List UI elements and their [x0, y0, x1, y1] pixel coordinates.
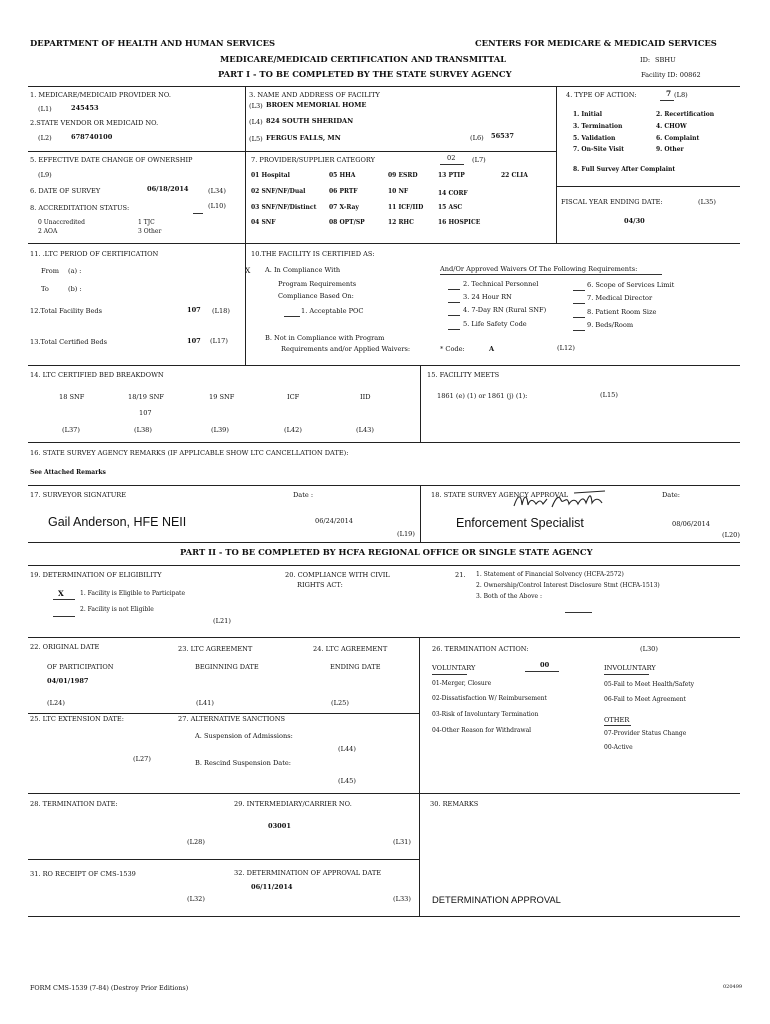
f20-label-2: RIGHTS ACT: — [297, 581, 343, 589]
cat-14: 14 CORF — [438, 190, 468, 197]
f3-l5: (L5) — [249, 135, 263, 143]
f19-opt2-blank — [53, 616, 75, 617]
cat-10: 10 NF — [388, 188, 409, 195]
total-facility-beds: 107 — [187, 306, 201, 314]
waiver-3: 3. 24 Hour RN — [463, 293, 512, 301]
cat-09: 09 ESRD — [388, 172, 418, 179]
f6-label: 6. DATE OF SURVEY — [30, 187, 101, 195]
rule-row7 — [28, 542, 740, 543]
f24-sub: ENDING DATE — [330, 663, 381, 671]
vline-f — [419, 637, 420, 916]
eligible-x-mark: X — [58, 589, 64, 598]
vline-e — [420, 485, 421, 542]
f23-label: 23. LTC AGREEMENT — [178, 645, 253, 653]
vendor-number: 678740100 — [71, 133, 113, 141]
f8-opt-2: 2 AOA — [38, 228, 58, 235]
f27-code-44: (L44) — [338, 745, 356, 753]
f26-label: 26. TERMINATION ACTION: — [432, 645, 529, 653]
bed-code-l42: (L42) — [284, 426, 302, 434]
f27-code-45: (L45) — [338, 777, 356, 785]
bed-code-l38: (L38) — [134, 426, 152, 434]
f4-opt-7: 7. On-Site Visit — [573, 146, 624, 153]
bed-col-icf: ICF — [287, 393, 300, 401]
department-heading: DEPARTMENT OF HEALTH AND HUMAN SERVICES — [30, 38, 276, 48]
rule-row6 — [28, 485, 740, 486]
waivers-title-underline — [440, 274, 662, 275]
id-label: ID: — [640, 56, 651, 64]
f30-label: 30. REMARKS — [430, 800, 479, 808]
involuntary-label: INVOLUNTARY — [604, 664, 656, 672]
rule-top — [28, 86, 740, 87]
f29-code: (L31) — [393, 838, 411, 846]
f7-underline — [440, 164, 464, 165]
f10-b2: Requirements and/or Applied Waivers: — [281, 345, 411, 353]
f26-code: (L30) — [640, 645, 658, 653]
voluntary-underline — [432, 674, 467, 675]
f21-blank — [565, 612, 592, 613]
f23-code: (L41) — [196, 699, 214, 707]
f21-item-1: 1. Statement of Financial Solvency (HCFA-2572) — [476, 571, 624, 578]
f11-label: 11. .LTC PERIOD OF CERTIFICATION — [30, 250, 159, 258]
waiver-6: 6. Scope of Services Limit — [587, 281, 675, 289]
f5-label: 5. EFFECTIVE DATE CHANGE OF OWNERSHIP — [30, 156, 193, 164]
f1-code: (L1) — [38, 105, 52, 113]
other-underline — [604, 725, 631, 726]
fiscal-year-end: 04/30 — [624, 217, 645, 225]
form-title: MEDICARE/MEDICAID CERTIFICATION AND TRANSMITTAL — [220, 54, 507, 64]
f4-label: 4. TYPE OF ACTION: — [566, 91, 637, 99]
f5-code: (L9) — [38, 171, 52, 179]
termination-code-value: 00 — [540, 661, 550, 669]
waiver-9: 9. Beds/Room — [587, 321, 634, 329]
bed-col-1819snf: 18/19 SNF — [128, 393, 164, 401]
waiver-4: 4. 7-Day RN (Rural SNF) — [463, 306, 547, 314]
vol-02: 02-Dissatisfaction W/ Reimbursement — [432, 695, 547, 702]
surveyor-name: Gail Anderson, HFE NEII — [48, 515, 187, 529]
f8-opt-1: 1 TJC — [138, 219, 155, 226]
f11-to-code: (b) : — [68, 285, 82, 293]
f4-code: (L8) — [674, 91, 688, 99]
f6-code: (L34) — [208, 187, 226, 195]
rule-row3 — [28, 243, 740, 244]
w4-blank — [448, 315, 460, 316]
f18-code: (L20) — [722, 531, 740, 539]
f22-label: 22. ORIGINAL DATE — [30, 643, 100, 651]
f16-label: 16. STATE SURVEY AGENCY REMARKS (IF APPLICABLE SHOW LTC CANCELLATION DATE): — [30, 449, 349, 457]
w9-blank — [573, 330, 585, 331]
vline-b — [556, 86, 557, 243]
rule-fiscal — [556, 186, 740, 187]
cat-22: 22 CLIA — [501, 172, 528, 179]
provider-number: 245453 — [71, 104, 99, 112]
form-footer: FORM CMS-1539 (7-84) (Destroy Prior Editions) — [30, 984, 189, 992]
code-label: * Code: — [440, 345, 465, 353]
part2-title: PART II - TO BE COMPLETED BY HCFA REGIONAL OFFICE OR SINGLE STATE AGENCY — [180, 547, 593, 557]
f15-text: 1861 (e) (1) or 1861 (j) (1): — [437, 392, 528, 400]
f18-label: 18. STATE SURVEY AGENCY APPROVAL — [431, 491, 569, 499]
cat-02: 02 SNF/NF/Dual — [251, 188, 306, 195]
f18-date-label: Date: — [662, 491, 680, 499]
invol-06: 06-Fail to Meet Agreement — [604, 696, 686, 703]
f8-code: (L10) — [208, 202, 226, 210]
approver-title: Enforcement Specialist — [456, 516, 584, 530]
cat-05: 05 HHA — [329, 172, 356, 179]
code-ref: (L12) — [557, 344, 575, 352]
rule-row8 — [28, 565, 740, 566]
f19-opt-1: 1. Facility is Eligible to Participate — [80, 590, 186, 597]
bed-code-l43: (L43) — [356, 426, 374, 434]
rule-row11 — [28, 793, 740, 794]
f16-remarks: See Attached Remarks — [30, 469, 106, 476]
f8-opt-0: 0 Unaccredited — [38, 219, 85, 226]
f31-label: 31. RO RECEIPT OF CMS-1539 — [30, 870, 136, 878]
w7-blank — [573, 303, 585, 304]
f10-b1: B. Not in Compliance with Program — [265, 334, 385, 342]
approval-signature — [512, 488, 608, 514]
f4-opt-3: 3. Termination — [573, 123, 623, 130]
f13-label: 13.Total Certified Beds — [30, 338, 107, 346]
code-value: A — [489, 345, 495, 353]
f4-opt-1: 1. Initial — [573, 111, 603, 118]
f1-label: 1. MEDICARE/MEDICAID PROVIDER NO. — [30, 91, 172, 99]
f15-code: (L15) — [600, 391, 618, 399]
waivers-title: And/Or Approved Waivers Of The Following Requirements: — [440, 265, 638, 273]
bed-code-l39: (L39) — [211, 426, 229, 434]
total-certified-beds: 107 — [187, 337, 201, 345]
f32-label: 32. DETERMINATION OF APPROVAL DATE — [234, 869, 382, 877]
rule-row12-left — [28, 859, 419, 860]
involuntary-underline — [604, 674, 649, 675]
f4-underline — [660, 100, 674, 101]
f19-x-underline — [53, 599, 75, 600]
w2-blank — [448, 289, 460, 290]
cat-15: 15 ASC — [438, 204, 463, 211]
cat-11: 11 ICF/IID — [388, 204, 424, 211]
cat-07: 07 X-Ray — [329, 204, 359, 211]
f3-l6: (L6) — [470, 134, 484, 142]
f27-label: 27. ALTERNATIVE SANCTIONS — [178, 715, 285, 723]
f8-label: 8. ACCREDITATION STATUS: — [30, 204, 130, 212]
waiver-5: 5. Life Safety Code — [463, 320, 527, 328]
f27-b: B. Rescind Suspension Date: — [195, 759, 291, 767]
bed-code-l37: (L37) — [62, 426, 80, 434]
f14-label: 14. LTC CERTIFIED BED BREAKDOWN — [30, 371, 164, 379]
f3-l4: (L4) — [249, 118, 263, 126]
facility-id: Facility ID: 00862 — [641, 71, 701, 79]
f10-label: 10.THE FACILITY IS CERTIFIED AS: — [251, 250, 375, 258]
other-00: 00-Active — [604, 744, 633, 751]
f2-code: (L2) — [38, 134, 52, 142]
f2-label: 2.STATE VENDOR OR MEDICAID NO. — [30, 119, 159, 127]
f32-code: (L33) — [393, 895, 411, 903]
bed-col-iid: IID — [360, 393, 371, 401]
rule-row4 — [28, 365, 740, 366]
f8-opt-3: 3 Other — [138, 228, 162, 235]
id-value: SBHU — [655, 56, 676, 64]
vol-04: 04-Other Reason for Withdrawal — [432, 727, 532, 734]
f12-code: (L18) — [212, 307, 230, 315]
f15-label: 15. FACILITY MEETS — [427, 371, 500, 379]
rule-row9 — [28, 637, 740, 638]
f25-code: (L27) — [133, 755, 151, 763]
waiver-7: 7. Medical Director — [587, 294, 653, 302]
f23-sub: BEGINNING DATE — [195, 663, 259, 671]
intermediary-number: 03001 — [268, 822, 291, 830]
vol-03: 03-Risk of Involuntary Termination — [432, 711, 539, 718]
f21-label: 21. — [455, 571, 466, 579]
bed-1819snf-value: 107 — [139, 409, 152, 417]
f25-label: 25. LTC EXTENSION DATE: — [30, 715, 124, 723]
vol-01: 01-Merger, Closure — [432, 680, 492, 687]
cat-12: 12 RHC — [388, 219, 414, 226]
cat-16: 16 HOSPICE — [438, 219, 481, 226]
w8-blank — [573, 317, 585, 318]
compliance-x-mark: X — [245, 266, 251, 275]
f17-date-label: Date : — [293, 491, 314, 499]
approval-date: 08/06/2014 — [672, 520, 711, 528]
f31-code: (L32) — [187, 895, 205, 903]
f24-label: 24. LTC AGREEMENT — [313, 645, 388, 653]
rule-row2-left — [28, 151, 556, 152]
original-participation-date: 04/01/1987 — [47, 677, 89, 685]
f7-code: (L7) — [472, 156, 486, 164]
f19-label: 19. DETERMINATION OF ELIGIBILITY — [30, 571, 162, 579]
f11-from-code: (a) : — [68, 267, 82, 275]
f4-opt-8: 8. Full Survey After Complaint — [573, 166, 676, 173]
bed-col-19snf: 19 SNF — [209, 393, 235, 401]
waiver-2: 2. Technical Personnel — [463, 280, 539, 288]
w6-blank — [573, 290, 585, 291]
f10-a2: Program Requirements — [278, 280, 357, 288]
f19-code: (L21) — [213, 617, 231, 625]
bed-col-18snf: 18 SNF — [59, 393, 85, 401]
f11-from: From — [41, 267, 59, 275]
rule-row5 — [28, 442, 740, 443]
f4-opt-9: 9. Other — [656, 146, 684, 153]
f21-item-2: 2. Ownership/Control Interest Disclosure Stmt (HCFA-1513) — [476, 582, 660, 589]
f28-label: 28. TERMINATION DATE: — [30, 800, 118, 808]
f21-item-3: 3. Both of the Above : — [476, 593, 542, 600]
waiver-8: 8. Patient Room Size — [587, 308, 657, 316]
f10-poc: 1. Acceptable POC — [301, 307, 364, 315]
category-value: 02 — [447, 154, 456, 162]
approval-determination-date: 06/11/2014 — [251, 883, 293, 891]
f28-code: (L28) — [187, 838, 205, 846]
w3-blank — [448, 302, 460, 303]
f27-a: A. Suspension of Admissions: — [195, 732, 293, 740]
remarks-value: DETERMINATION APPROVAL — [432, 894, 561, 905]
fiscal-code: (L35) — [698, 198, 716, 206]
facility-zip: 56537 — [491, 132, 514, 140]
type-of-action-value: 7 — [666, 89, 672, 98]
other-label: OTHER — [604, 716, 630, 724]
f22-code: (L24) — [47, 699, 65, 707]
f20-label-1: 20. COMPLIANCE WITH CIVIL — [285, 571, 390, 579]
vline-c — [245, 243, 246, 365]
cat-03: 03 SNF/NF/Distinct — [251, 204, 317, 211]
f8-underline — [193, 213, 203, 214]
agency-heading: CENTERS FOR MEDICARE & MEDICAID SERVICES — [475, 38, 717, 48]
cat-13: 13 PTIP — [438, 172, 465, 179]
f4-opt-2: 2. Recertification — [656, 111, 715, 118]
fiscal-label: FISCAL YEAR ENDING DATE: — [561, 198, 663, 206]
facility-city: FERGUS FALLS, MN — [266, 134, 341, 142]
cat-01: 01 Hospital — [251, 172, 290, 179]
surveyor-date: 06/24/2014 — [315, 517, 354, 525]
f17-label: 17. SURVEYOR SIGNATURE — [30, 491, 127, 499]
form-number: 020499 — [723, 984, 743, 990]
facility-name: BROEN MEMORIAL HOME — [266, 101, 367, 109]
rule-row10-left — [28, 713, 419, 714]
w5-blank — [448, 329, 460, 330]
rule-row13 — [28, 916, 740, 917]
f29-label: 29. INTERMEDIARY/CARRIER NO. — [234, 800, 352, 808]
f10-poc-blank — [284, 316, 300, 317]
f13-code: (L17) — [210, 337, 228, 345]
f12-label: 12.Total Facility Beds — [30, 307, 103, 315]
cat-04: 04 SNF — [251, 219, 276, 226]
f4-opt-6: 6. Complaint — [656, 135, 700, 142]
f10-a1: A. In Compliance With — [265, 266, 341, 274]
part1-title: PART I - TO BE COMPLETED BY THE STATE SURVEY AGENCY — [218, 69, 512, 79]
f24-code: (L25) — [331, 699, 349, 707]
invol-05: 05-Fail to Meet Health/Safety — [604, 681, 695, 688]
f11-to: To — [41, 285, 49, 293]
vline-d — [420, 365, 421, 442]
cat-06: 06 PRTF — [329, 188, 358, 195]
cat-08: 08 OPT/SP — [329, 219, 365, 226]
f3-label: 3. NAME AND ADDRESS OF FACILITY — [249, 91, 380, 99]
vline-a — [245, 86, 246, 243]
f17-code: (L19) — [397, 530, 415, 538]
voluntary-label: VOLUNTARY — [432, 664, 476, 672]
f4-opt-5: 5. Validation — [573, 135, 616, 142]
survey-date: 06/18/2014 — [147, 185, 189, 193]
f10-a3: Compliance Based On: — [278, 292, 354, 300]
f4-opt-4: 4. CHOW — [656, 123, 687, 130]
f22-sub: OF PARTICIPATION — [47, 663, 114, 671]
f3-l3: (L3) — [249, 102, 263, 110]
f19-opt-2: 2. Facility is not Eligible — [80, 606, 154, 613]
facility-street: 824 SOUTH SHERIDAN — [266, 117, 354, 125]
termination-code-underline — [525, 671, 559, 672]
f7-label: 7. PROVIDER/SUPPLIER CATEGORY — [251, 156, 375, 164]
other-07: 07-Provider Status Change — [604, 730, 687, 737]
